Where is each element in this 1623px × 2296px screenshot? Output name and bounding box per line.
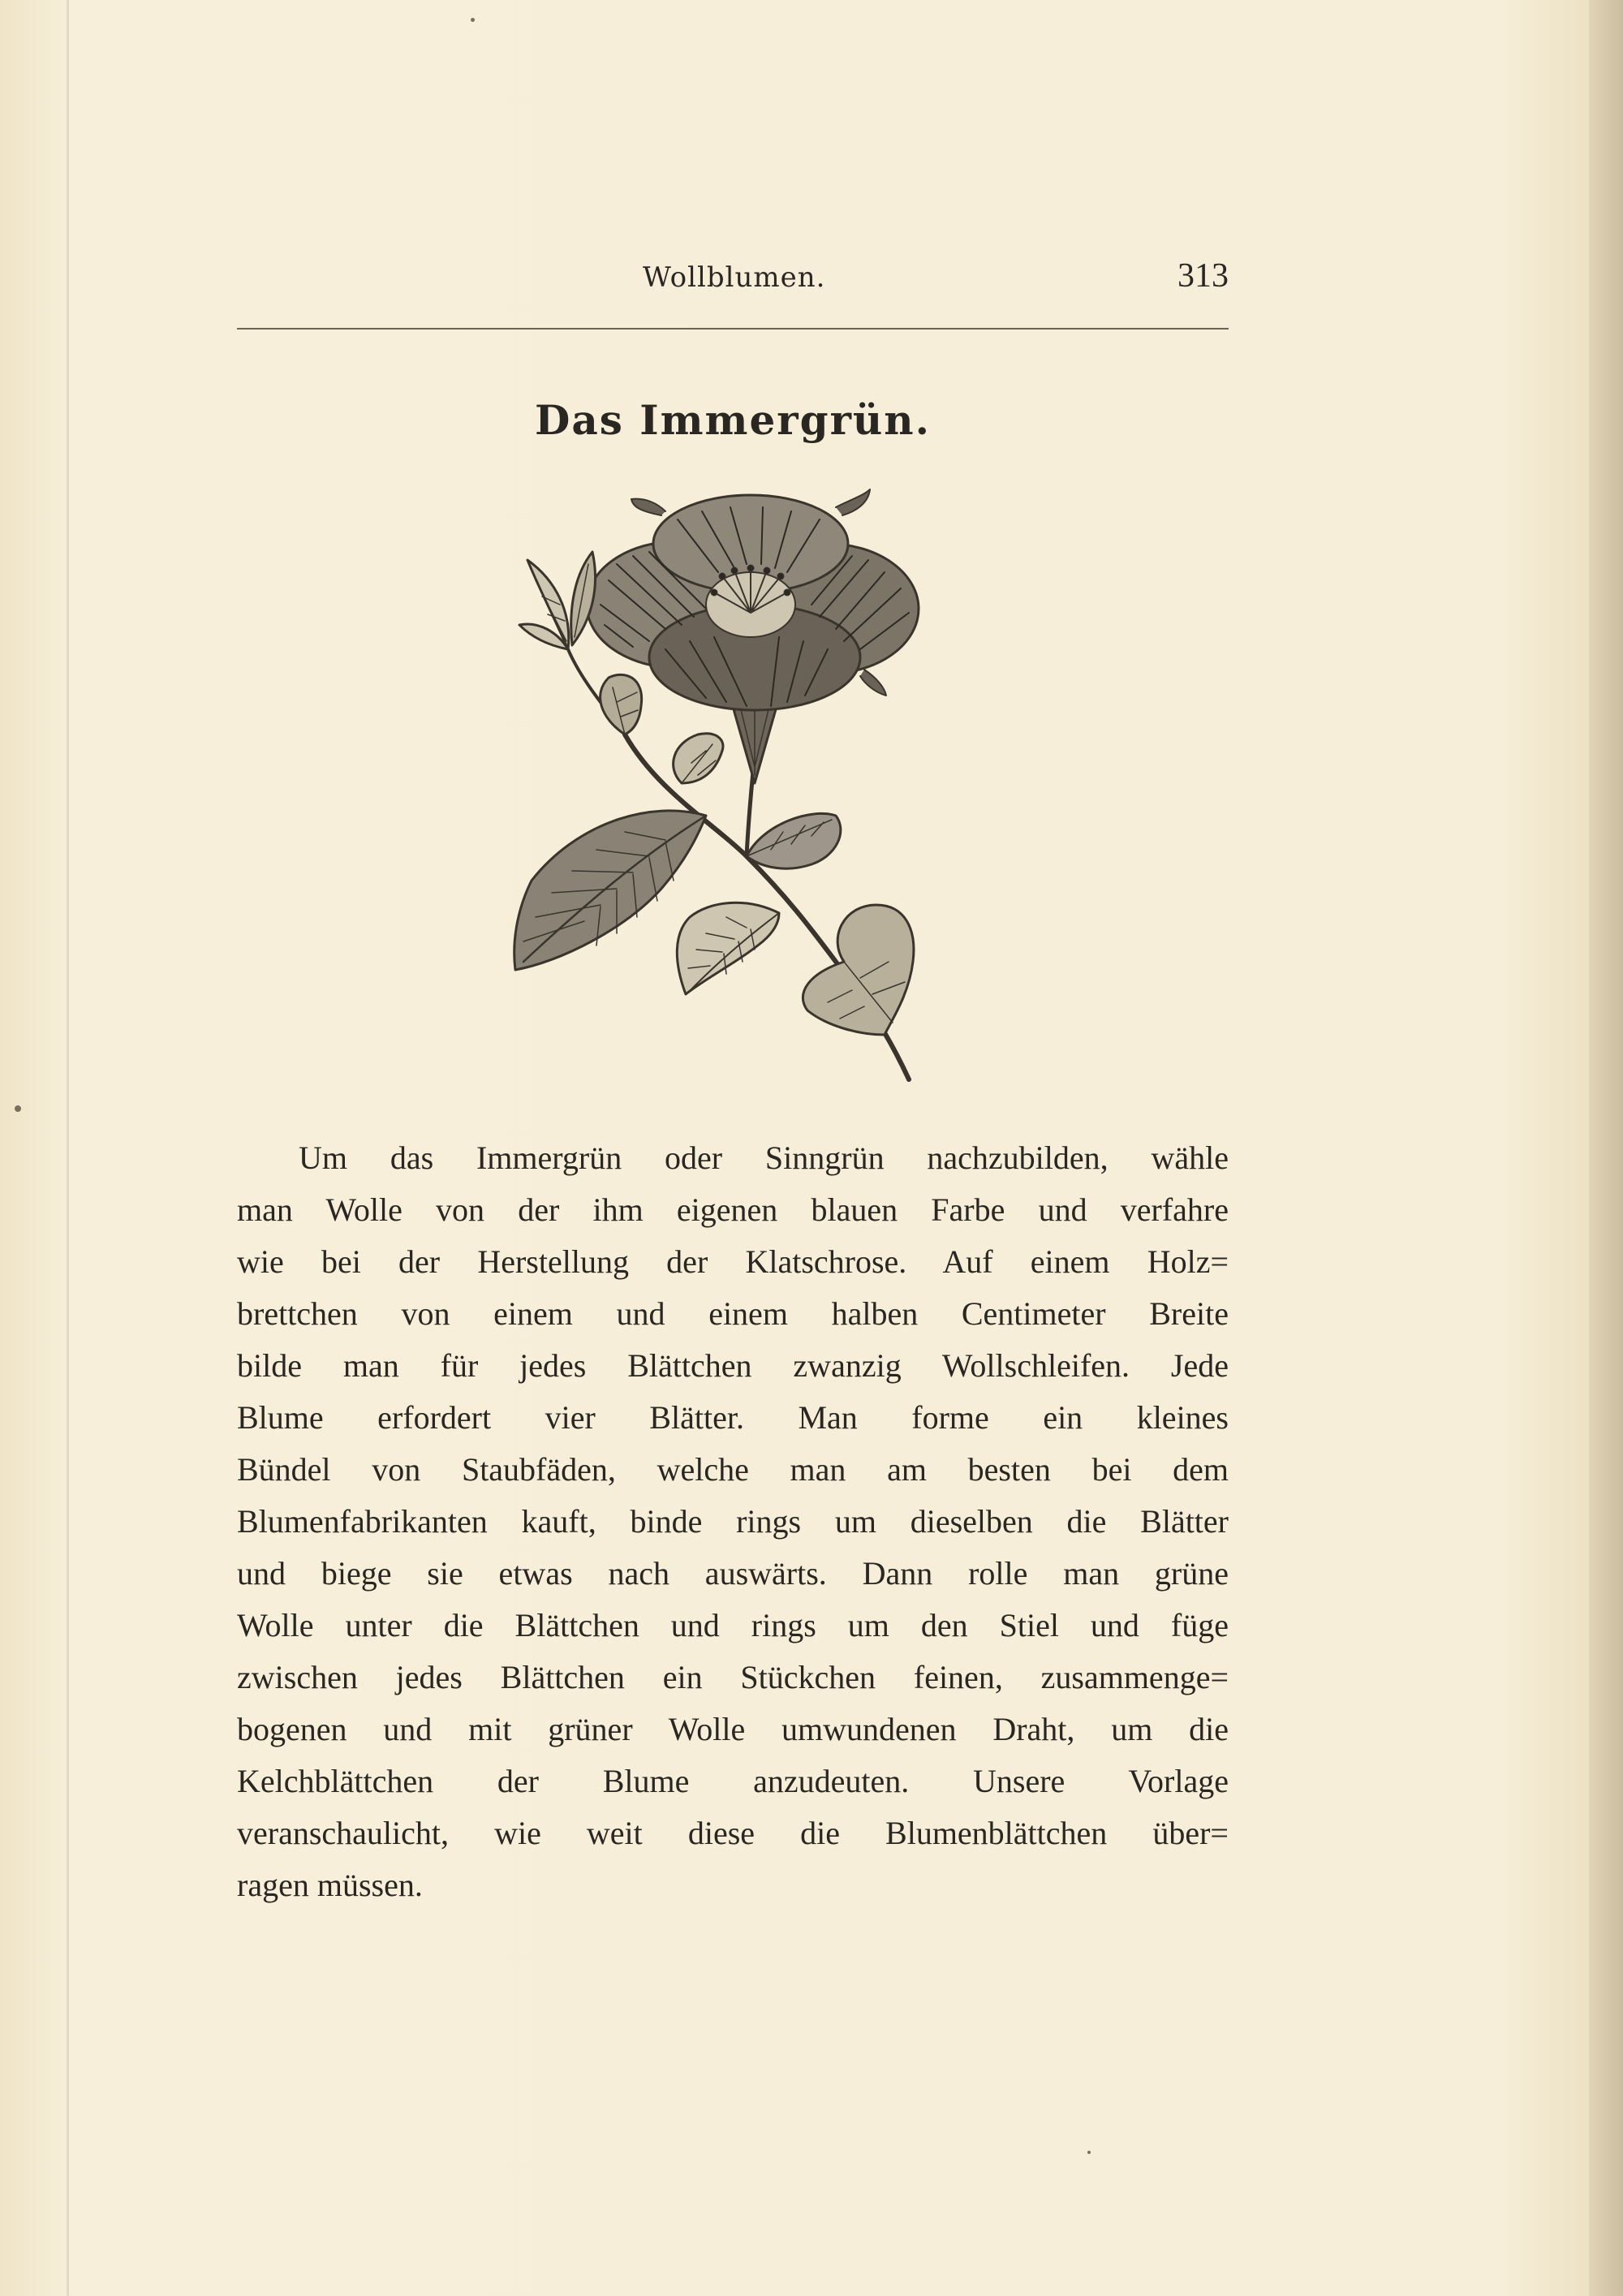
text-line: brettchen von einem und einem halben Centimeter Breite: [237, 1295, 1229, 1332]
periwinkle-illustration: [503, 475, 958, 1092]
text-line: Bündel von Staubfäden, welche man am besten bei dem: [237, 1451, 1229, 1488]
text-line: und biege sie etwas nach auswärts. Dann rolle man grüne: [237, 1555, 1229, 1592]
text-line: ragen müssen.: [237, 1867, 423, 1903]
text-line: Blumenfabrikanten kauft, binde rings um dieselben die Blätter: [237, 1503, 1229, 1540]
paper-speck: [1087, 2151, 1091, 2154]
text-line: man Wolle von der ihm eigenen blauen Farbe und verfahre: [237, 1191, 1229, 1228]
text-line: Kelchblättchen der Blume anzudeuten. Unsere Vorlage: [237, 1763, 1229, 1799]
text-line: bogenen und mit grüner Wolle umwundenen Draht, um die: [237, 1711, 1229, 1747]
running-title: Wollblumen.: [643, 261, 826, 294]
paper-speck: [471, 18, 475, 22]
page-number: 313: [1177, 257, 1229, 295]
page-fold-shadow: [67, 0, 69, 2296]
page-edge-shadow: [1589, 0, 1623, 2296]
text-line: Blume erfordert vier Blätter. Man forme ein kleines: [237, 1399, 1229, 1436]
text-line: bilde man für jedes Blättchen zwanzig Wollschleifen. Jede: [237, 1347, 1229, 1384]
header-rule: [237, 328, 1229, 330]
text-line: wie bei der Herstellung der Klatschrose. Auf einem Holz=: [237, 1243, 1229, 1280]
section-title: Das Immergrün.: [534, 396, 932, 444]
body-paragraph: [237, 1132, 1229, 1911]
text-line: zwischen jedes Blättchen ein Stückchen feinen, zusammenge=: [237, 1659, 1229, 1695]
paper-speck: [15, 1105, 21, 1112]
running-head: [237, 257, 1229, 310]
text-line: veranschaulicht, wie weit diese die Blumenblättchen über=: [237, 1815, 1229, 1851]
text-line: Wolle unter die Blättchen und rings um den Stiel und füge: [237, 1607, 1229, 1643]
text-line: Um das Immergrün oder Sinngrün nachzubilden, wähle: [299, 1139, 1229, 1176]
